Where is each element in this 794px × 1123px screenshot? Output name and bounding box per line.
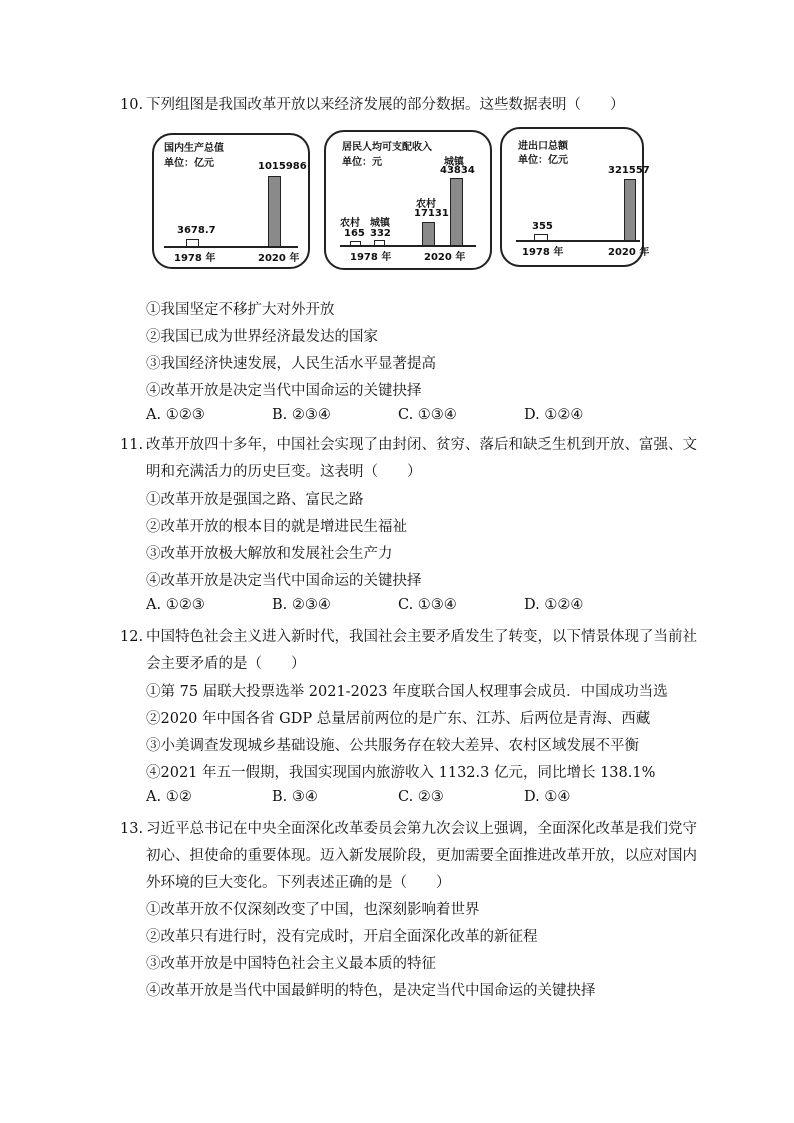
option-1: ①改革开放不仅深刻改变了中国，也深刻影响着世界 [146,902,480,918]
option-2: ②改革只有进行时，没有完成时，开启全面深化改革的新征程 [146,929,538,945]
data-label: 17131 [414,208,449,219]
question-number: 13. [120,821,144,837]
choice-b[interactable]: B. ②③④ [272,597,331,613]
chart-unit: 单位：亿元 [164,158,214,169]
tick-label: 1978 年 [174,253,216,264]
choice-a[interactable]: A. ①②③ [146,597,205,613]
tick-label: 2020 年 [424,252,466,263]
choice-b[interactable]: B. ②③④ [272,407,331,423]
data-label: 165 [344,228,365,239]
choice-a[interactable]: A. ①② [146,789,192,805]
bar-2020-urban [450,178,463,246]
choice-c[interactable]: C. ①③④ [398,407,457,423]
question-10 [120,92,680,119]
question-12 [120,624,697,678]
chart-unit: 单位：亿元 [518,155,568,166]
question-13 [120,816,697,897]
choice-c[interactable]: C. ②③ [398,789,444,805]
choices-q11 [146,597,666,624]
option-4: ④改革开放是决定当代中国命运的关键抉择 [146,383,422,399]
option-3: ③改革开放是中国特色社会主义最本质的特征 [146,956,436,972]
question-stem-line1: 改革开放四十多年，中国社会实现了由封闭、贫穷、落后和缺乏生机到开放、富强、文 [146,437,697,453]
data-label: 321557 [608,165,650,176]
bar-label: 农村 [340,218,360,229]
chart-income [324,130,492,270]
question-stem-line1: 习近平总书记在中央全面深化改革委员会第九次会议上强调，全面深化改革是我们党守 [146,821,697,837]
option-2: ②改革开放的根本目的就是增进民生福祉 [146,519,407,535]
bar-label: 农村 [416,199,436,210]
bar-label: 城镇 [444,157,464,168]
bar-2020 [624,179,636,241]
option-2: ②我国已成为世界经济最发达的国家 [146,329,378,345]
chart-gdp [152,133,310,269]
chart-trade [500,127,650,267]
chart-title: 国内生产总值 [164,143,224,154]
question-stem-line2: 会主要矛盾的是（ ） [146,656,306,672]
bar-2020-rural [422,222,435,246]
choice-d[interactable]: D. ①②④ [524,407,584,423]
choice-a[interactable]: A. ①②③ [146,407,205,423]
bar-2020 [268,176,281,247]
data-label: 355 [532,221,553,232]
data-label: 332 [370,228,391,239]
choices-q12 [146,789,666,816]
choice-d[interactable]: D. ①④ [524,789,571,805]
question-number: 10. [120,97,144,113]
data-label: 1015986 [258,161,307,172]
tick-label: 1978 年 [522,247,564,258]
option-1: ①我国坚定不移扩大对外开放 [146,302,335,318]
choice-c[interactable]: C. ①③④ [398,597,457,613]
option-4: ④改革开放是决定当代中国命运的关键抉择 [146,573,422,589]
question-number: 12. [120,629,144,645]
chart-unit: 单位：元 [342,157,382,168]
data-label: 43834 [440,165,475,176]
question-11 [120,432,697,486]
axis-line [340,245,476,247]
axis-line [516,240,640,242]
option-3: ③改革开放极大解放和发展社会生产力 [146,546,393,562]
choice-b[interactable]: B. ③④ [272,789,318,805]
data-label: 3678.7 [177,225,216,236]
option-3: ③小美调查发现城乡基础设施、公共服务存在较大差异、农村区域发展不平衡 [146,738,639,754]
tick-label: 2020 年 [608,247,650,258]
tick-label: 2020 年 [258,253,300,264]
option-3: ③我国经济快速发展，人民生活水平显著提高 [146,356,436,372]
tick-label: 1978 年 [350,252,392,263]
option-4: ④改革开放是当代中国最鲜明的特色，是决定当代中国命运的关键抉择 [146,983,596,999]
question-stem: 下列组图是我国改革开放以来经济发展的部分数据。这些数据表明（ ） [146,97,625,113]
bar-label: 城镇 [370,218,390,229]
chart-title: 进出口总额 [518,141,568,152]
axis-line [164,246,298,248]
question-stem-line3: 外环境的巨大变化。下列表述正确的是（ ） [146,875,451,891]
option-1: ①改革开放是强国之路、富民之路 [146,492,364,508]
option-4: ④2021 年五一假期，我国实现国内旅游收入 1132.3 亿元，同比增长 138.1% [146,765,656,781]
question-stem-line2: 初心、担使命的重要体现。迈入新发展阶段，更加需要全面推进改革开放，以应对国内 [146,848,697,864]
chart-title: 居民人均可支配收入 [342,142,432,153]
question-stem-line2: 明和充满活力的历史巨变。这表明（ ） [146,464,422,480]
question-stem-line1: 中国特色社会主义进入新时代，我国社会主要矛盾发生了转变，以下情景体现了当前社 [146,629,697,645]
option-1: ①第 75 届联大投票选举 2021-2023 年度联合国人权理事会成员．中国成功当选 [146,684,668,700]
choice-d[interactable]: D. ①②④ [524,597,584,613]
option-2: ②2020 年中国各省 GDP 总量居前两位的是广东、江苏、后两位是青海、西藏 [146,711,651,727]
choices-q10 [146,407,666,434]
question-number: 11. [120,437,144,453]
